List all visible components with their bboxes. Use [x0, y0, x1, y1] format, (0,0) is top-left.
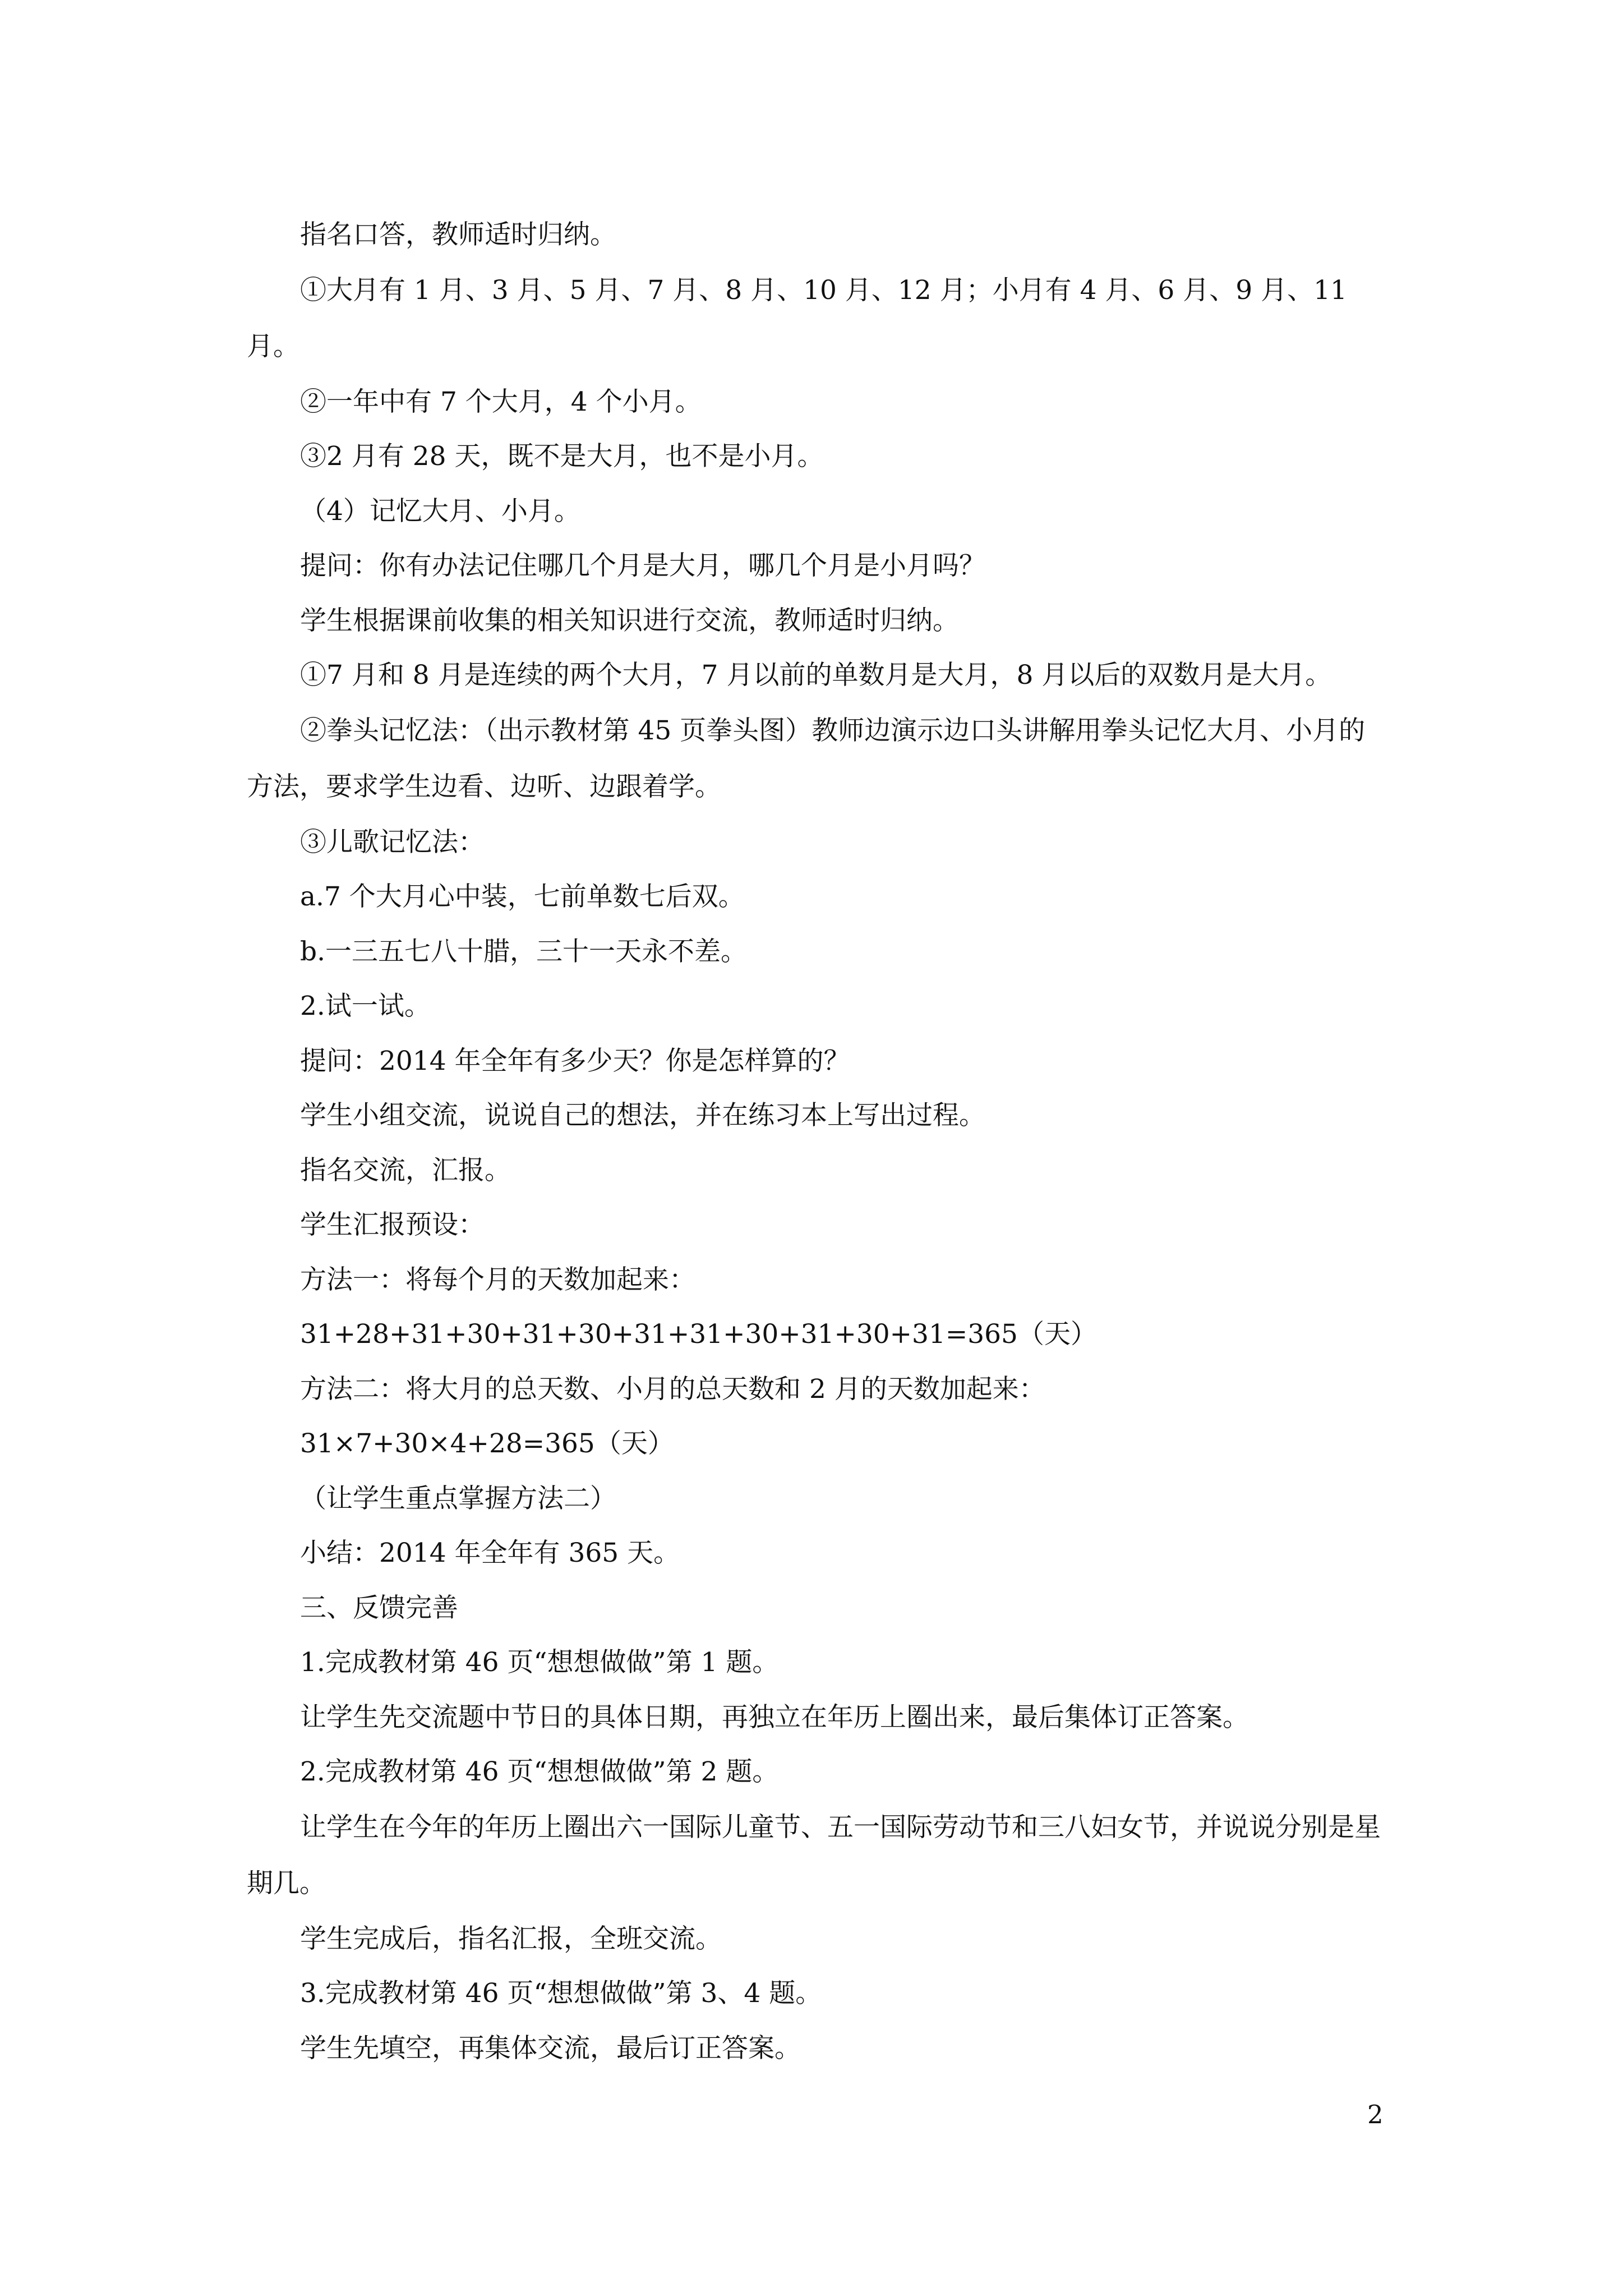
- page-number: 2: [1367, 2100, 1384, 2129]
- paragraph: 3.完成教材第 46 页“想想做做”第 3、4 题。: [300, 1978, 822, 2009]
- paragraph: 指名口答，教师适时归纳。: [300, 219, 616, 250]
- paragraph: 方法二：将大月的总天数、小月的总天数和 2 月的天数加起来：: [300, 1373, 1045, 1405]
- paragraph: 小结：2014 年全年有 365 天。: [300, 1538, 680, 1568]
- paragraph: 2.完成教材第 46 页“想想做做”第 2 题。: [300, 1756, 779, 1787]
- document-body: [247, 208, 1391, 2076]
- section-heading: 三、反馈完善: [300, 1592, 458, 1623]
- paragraph: ②拳头记忆法：（出示教材第 45 页拳头图）教师边演示边口头讲解用拳头记忆大月、小月的方法，要求学生边看、边听、边跟着学。: [247, 715, 1366, 802]
- paragraph: b.一三五七八十腊，三十一天永不差。: [300, 936, 748, 967]
- paragraph: 方法一：将每个月的天数加起来：: [300, 1264, 695, 1295]
- paragraph: 学生汇报预设：: [300, 1209, 485, 1240]
- paragraph: 2.试一试。: [300, 991, 431, 1022]
- paragraph: 提问：你有办法记住哪几个月是大月，哪几个月是小月吗？: [300, 550, 985, 581]
- paragraph: 学生先填空，再集体交流，最后订正答案。: [300, 2032, 801, 2064]
- formula: 31+28+31+30+31+30+31+31+30+31+30+31=365（天）: [300, 1319, 1097, 1350]
- paragraph: a.7 个大月心中装，七前单数七后双。: [300, 881, 745, 912]
- paragraph: 让学生先交流题中节日的具体日期，再独立在年历上圈出来，最后集体订正答案。: [300, 1701, 1249, 1733]
- paragraph: 1.完成教材第 46 页“想想做做”第 1 题。: [300, 1647, 779, 1678]
- paragraph: ③2 月有 28 天，既不是大月，也不是小月。: [300, 441, 824, 472]
- paragraph: （让学生重点掌握方法二）: [300, 1483, 616, 1514]
- paragraph: 指名交流，汇报。: [300, 1154, 511, 1186]
- formula: 31×7+30×4+28=365（天）: [300, 1428, 674, 1459]
- paragraph: （4）记忆大月、小月。: [300, 495, 580, 527]
- paragraph: 让学生在今年的年历上圈出六一国际儿童节、五一国际劳动节和三八妇女节，并说说分别是星期几。: [247, 1811, 1381, 1899]
- paragraph: ③儿歌记忆法：: [300, 826, 485, 858]
- paragraph: ①7 月和 8 月是连续的两个大月，7 月以前的单数月是大月，8 月以后的双数月是大月。: [300, 660, 1332, 691]
- paragraph: 学生完成后，指名汇报，全班交流。: [300, 1923, 722, 1954]
- paragraph: 提问：2014 年全年有多少天？你是怎样算的？: [300, 1045, 850, 1076]
- paragraph: 学生小组交流，说说自己的想法，并在练习本上写出过程。: [300, 1100, 985, 1131]
- paragraph: ②一年中有 7 个大月，4 个小月。: [300, 386, 702, 417]
- paragraph: ①大月有 1 月、3 月、5 月、7 月、8 月、10 月、12 月；小月有 4 月、6 月、9 月、11 月。: [247, 274, 1347, 362]
- paragraph: 学生根据课前收集的相关知识进行交流，教师适时归纳。: [300, 605, 959, 636]
